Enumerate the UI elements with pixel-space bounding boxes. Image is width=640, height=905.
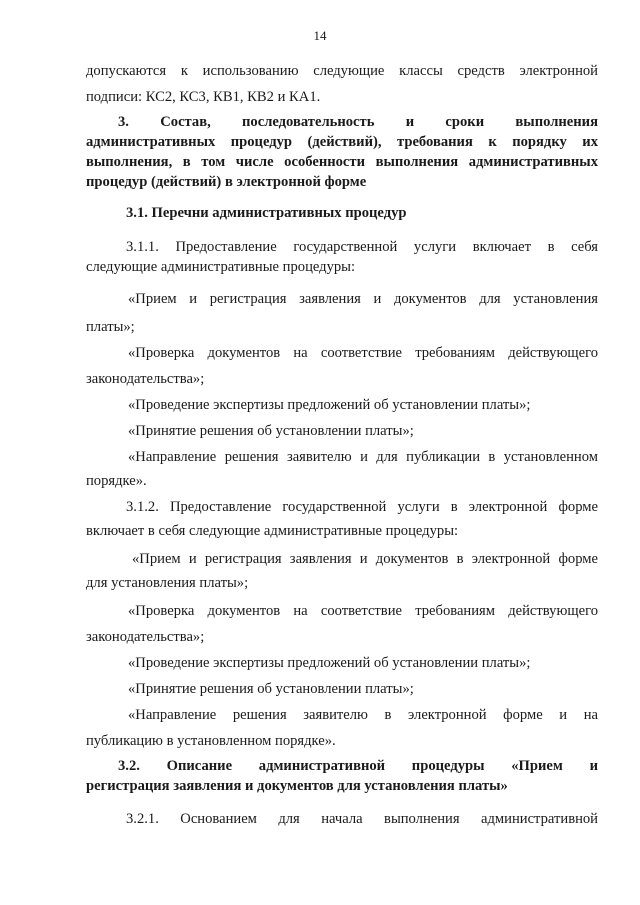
section-heading: административных процедур (действий), требования к порядку их <box>86 134 598 150</box>
list-item: «Направление решения заявителю в электронной форме и на <box>128 707 598 723</box>
list-item: законодательства»; <box>86 371 205 387</box>
section-heading: процедур (действий) в электронной форме <box>86 174 367 190</box>
list-item: «Проверка документов на соответствие требованиям действующего <box>128 603 598 619</box>
section-heading: выполнения, в том числе особенности выполнения административных <box>86 154 598 170</box>
list-item: публикацию в установленном порядке». <box>86 733 336 749</box>
list-item: «Принятие решения об установлении платы»; <box>128 423 414 439</box>
list-item: порядке». <box>86 473 147 489</box>
list-item: «Проверка документов на соответствие требованиям действующего <box>128 345 598 361</box>
subsection-heading: 3.1. Перечни административных процедур <box>126 205 407 221</box>
body-text-line: 3.1.1. Предоставление государственной услуги включает в себя <box>126 239 598 255</box>
body-text-line: подписи: КС2, КС3, КВ1, КВ2 и КА1. <box>86 89 321 105</box>
body-text-line: следующие административные процедуры: <box>86 259 356 275</box>
list-item: «Прием и регистрация заявления и документов в электронной форме <box>132 551 598 567</box>
page-number: 14 <box>313 28 327 43</box>
section-heading: 3. Состав, последовательность и сроки выполнения <box>118 114 598 130</box>
list-item: платы»; <box>86 319 135 335</box>
body-text-line: включает в себя следующие административные процедуры: <box>86 523 459 539</box>
list-item: «Принятие решения об установлении платы»; <box>128 681 414 697</box>
list-item: «Проведение экспертизы предложений об установлении платы»; <box>128 655 531 671</box>
subsection-heading: 3.2. Описание административной процедуры «Прием и <box>118 758 598 774</box>
list-item: «Направление решения заявителю и для публикации в установленном <box>128 449 598 465</box>
list-item: для установления платы»; <box>86 575 249 591</box>
list-item: законодательства»; <box>86 629 205 645</box>
subsection-heading: регистрация заявления и документов для установления платы» <box>86 778 508 794</box>
list-item: «Прием и регистрация заявления и документов для установления <box>128 291 598 307</box>
body-text-line: допускаются к использованию следующие классы средств электронной <box>86 63 598 79</box>
body-text-line: 3.2.1. Основанием для начала выполнения административной <box>126 811 598 827</box>
body-text-line: 3.1.2. Предоставление государственной услуги в электронной форме <box>126 499 598 515</box>
list-item: «Проведение экспертизы предложений об установлении платы»; <box>128 397 531 413</box>
